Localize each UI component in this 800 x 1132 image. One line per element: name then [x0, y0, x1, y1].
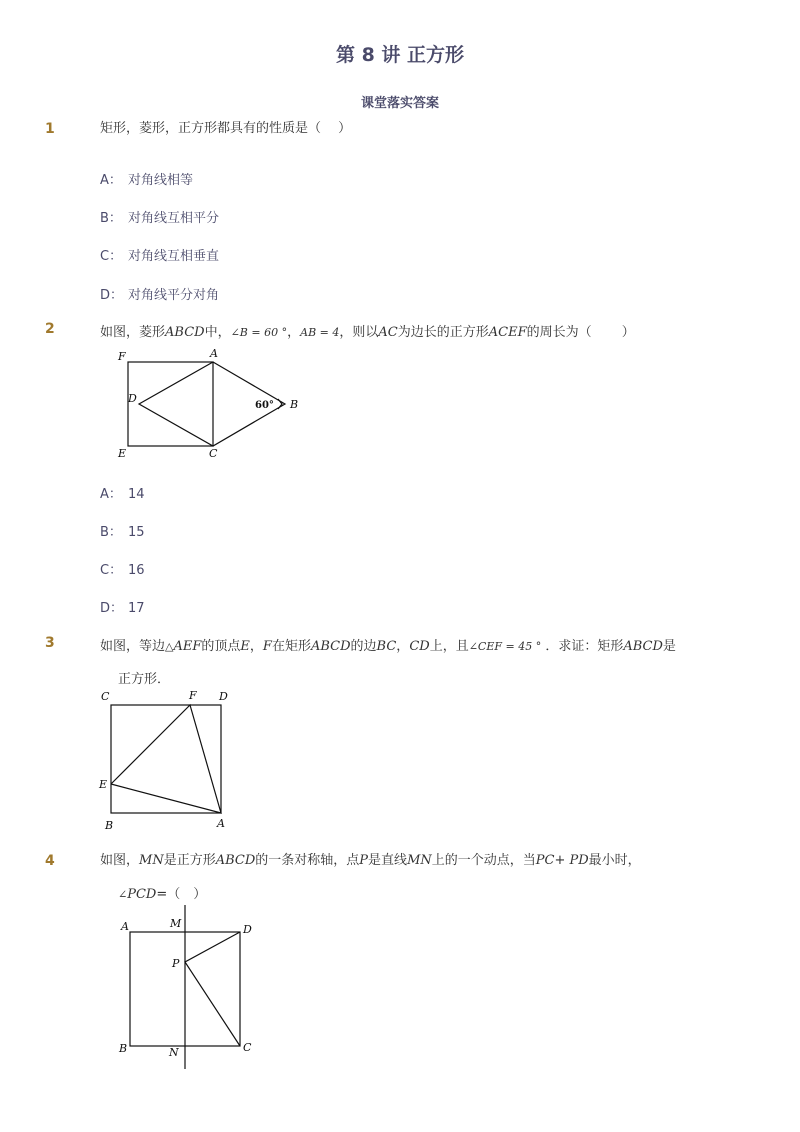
question-number: 4	[45, 853, 55, 869]
option-text: 17	[128, 601, 145, 616]
label-c: C	[243, 1041, 252, 1054]
label-e: E	[99, 778, 108, 791]
option-letter: A：	[100, 173, 122, 188]
question-number: 3	[45, 635, 55, 651]
label-e: E	[118, 447, 127, 460]
label-c: C	[209, 447, 218, 460]
label-d: D	[219, 690, 228, 703]
option-text: 15	[128, 525, 145, 540]
label-f: F	[189, 689, 197, 702]
question-stem: 如图，菱形ABCD中，∠B = 60 °，AB = 4，则以AC为边长的正方形ACEF的周长为（ ）	[100, 325, 635, 340]
question-stem-continued: ∠PCD=（ ）	[118, 887, 207, 902]
square-acef	[128, 362, 213, 446]
label-d: D	[128, 392, 137, 405]
square-axis-figure	[110, 905, 270, 1075]
label-b: B	[119, 1042, 128, 1055]
option-letter: B：	[100, 211, 122, 226]
label-d: D	[243, 923, 252, 936]
question-stem-continued: 正方形．	[118, 672, 171, 687]
option-letter: C：	[100, 249, 123, 264]
label-c: C	[101, 690, 110, 703]
label-a: A	[217, 817, 225, 830]
label-b: B	[290, 398, 299, 411]
option-text: 对角线相等	[128, 173, 194, 188]
label-n: N	[169, 1046, 179, 1059]
option-letter: A：	[100, 487, 122, 502]
label-a: A	[210, 347, 218, 360]
option-a[interactable]	[100, 483, 145, 502]
option-c[interactable]	[100, 245, 219, 264]
option-b[interactable]	[100, 207, 219, 226]
option-c[interactable]	[100, 559, 145, 578]
option-b[interactable]	[100, 521, 145, 540]
label-m: M	[170, 917, 182, 930]
option-letter: C：	[100, 563, 123, 578]
square-abcd	[111, 705, 221, 813]
label-angle: 60°	[255, 400, 274, 411]
page-title: 第 8 讲 正方形	[335, 44, 465, 66]
question-stem: 矩形，菱形，正方形都具有的性质是（ ）	[100, 121, 352, 136]
rhombus-square-figure	[115, 346, 315, 464]
option-d[interactable]	[100, 284, 219, 303]
question-stem: 如图，等边△AEF的顶点E，F在矩形ABCD的边BC，CD上，且∠CEF = 45 ° ．求证：矩形ABCD是	[100, 639, 676, 654]
option-letter: D：	[100, 601, 124, 616]
triangle-aef	[111, 705, 221, 813]
page-subtitle: 课堂落实答案	[360, 96, 439, 111]
question-number: 1	[45, 121, 55, 137]
label-a: A	[121, 920, 129, 933]
option-text: 对角线互相平分	[128, 211, 220, 226]
segments-pd-pc	[185, 932, 240, 1046]
label-p: P	[172, 957, 180, 970]
option-d[interactable]	[100, 597, 145, 616]
label-f: F	[118, 350, 126, 363]
label-b: B	[105, 819, 114, 832]
option-text: 对角线互相垂直	[128, 249, 220, 264]
rectangle-triangle-figure	[95, 686, 245, 834]
question-stem: 如图，MN是正方形ABCD的一条对称轴，点P是直线MN上的一个动点，当PC+ PD最小时，	[100, 853, 641, 868]
option-text: 16	[128, 563, 145, 578]
question-number: 2	[45, 321, 55, 337]
option-text: 对角线平分对角	[128, 288, 220, 303]
option-letter: B：	[100, 525, 122, 540]
option-text: 14	[128, 487, 145, 502]
option-letter: D：	[100, 288, 124, 303]
option-a[interactable]	[100, 169, 193, 188]
